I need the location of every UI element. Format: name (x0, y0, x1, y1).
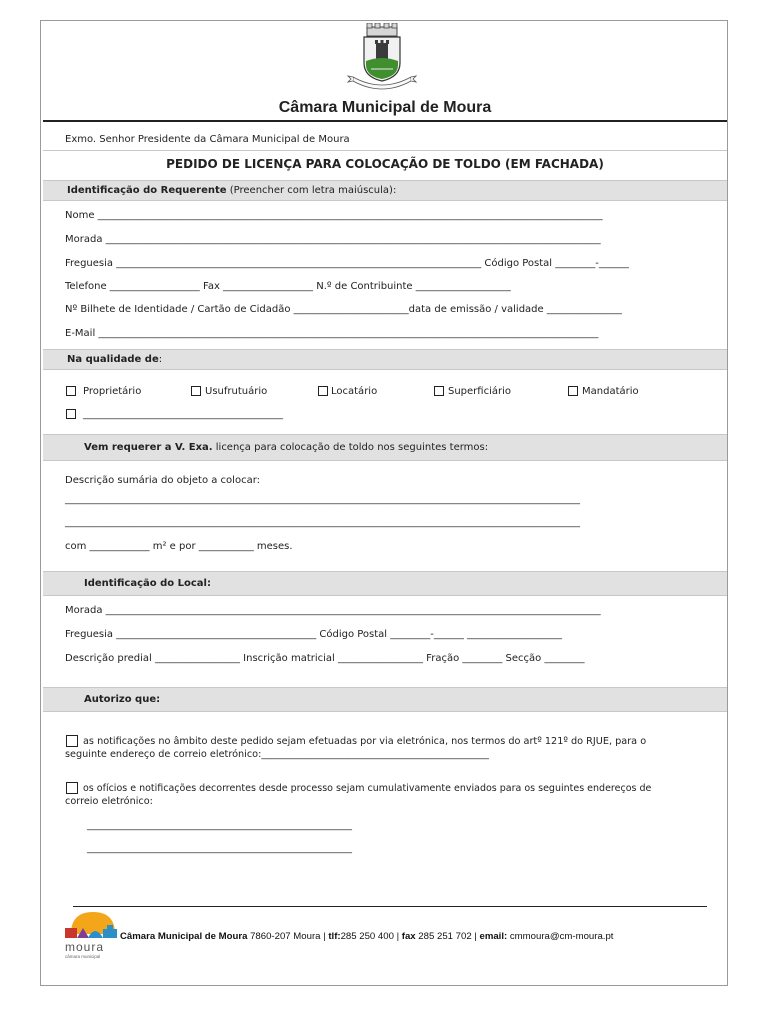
autorizo-item2-line2: correio eletrónico: (65, 796, 153, 807)
field-nome[interactable]: Nome _____________________________________________________________________________________________________ (65, 210, 603, 221)
field-morada[interactable]: Morada ___________________________________________________________________________________________________ (65, 234, 601, 245)
field-local-predial[interactable]: Descrição predial _________________ Inscrição matricial _________________ Fração ________ Secção ________ (65, 653, 585, 664)
checkbox-usufrutuario[interactable] (191, 386, 201, 396)
section-autorizo (43, 687, 727, 712)
local-heading: Identificação do Local: (84, 578, 211, 589)
addressee-line: Exmo. Senhor Presidente da Câmara Municipal de Moura (65, 134, 350, 145)
autorizo-heading: Autorizo que: (84, 694, 161, 705)
field-telefone[interactable]: Telefone __________________ Fax __________________ N.º de Contribuinte ___________________ (65, 281, 511, 292)
footer-org: Câmara Municipal de Moura (120, 931, 248, 942)
checkbox-locatario[interactable] (318, 386, 328, 396)
field-dimensoes[interactable]: com ____________ m² e por ___________ meses. (65, 541, 293, 552)
institution-title: Câmara Municipal de Moura (278, 99, 492, 116)
option-proprietario: Proprietário (83, 386, 142, 397)
requerente-heading-note: (Preencher com letra maiúscula): (226, 185, 397, 196)
checkbox-mandatario[interactable] (568, 386, 578, 396)
footer-rule (73, 906, 707, 907)
field-descricao-line-2[interactable]: _______________________________________________________________________________________________________ (65, 517, 580, 528)
section-requer: Vem requerer a V. Exa. licença para colocação de toldo nos seguintes termos: (43, 434, 727, 461)
qualidade-heading: Na qualidade de (67, 354, 159, 365)
section-local (43, 571, 727, 596)
checkbox-proprietario[interactable] (66, 386, 76, 396)
checkbox-oficios-cumulativos[interactable] (66, 782, 78, 794)
moura-logo (63, 910, 123, 962)
footer-phone: 285 250 400 | (340, 931, 402, 942)
title-rule-top (43, 150, 727, 151)
field-local-freguesia[interactable]: Freguesia ________________________________________ Código Postal ________-______ ___________________ (65, 629, 563, 640)
municipal-crest (347, 23, 417, 91)
option-mandatario: Mandatário (582, 386, 639, 397)
autorizo-item2-line1: os ofícios e notificações decorrentes desde processo sejam cumulativamente enviados para os seguintes endereços de (83, 783, 652, 794)
logo-subtitle: câmara municipal (65, 954, 101, 959)
footer-email[interactable]: cmmoura@cm-moura.pt (507, 931, 614, 942)
form-page (40, 20, 728, 986)
form-title: PEDIDO DE LICENÇA PARA COLOCAÇÃO DE TOLDO (EM FACHADA) (166, 157, 604, 171)
requerente-heading: Identificação do Requerente (67, 185, 227, 196)
requer-heading: Vem requerer a V. Exa. (84, 442, 213, 453)
field-email[interactable]: E-Mail ____________________________________________________________________________________________________ (65, 328, 599, 339)
field-descricao-line-1[interactable]: _______________________________________________________________________________________________________ (65, 494, 580, 505)
option-superficiario: Superficiário (448, 386, 512, 397)
option-locatario: Locatário (331, 386, 378, 397)
footer-fax: 285 251 702 | (415, 931, 480, 942)
descricao-label: Descrição sumária do objeto a colocar: (65, 475, 260, 486)
field-local-morada[interactable]: Morada ___________________________________________________________________________________________________ (65, 605, 601, 616)
section-requerente (43, 180, 727, 201)
footer-contacts: Câmara Municipal de Moura 7860-207 Moura | tlf:285 250 400 | fax 285 251 702 | email: cmmoura@cm-moura.pt (120, 931, 614, 942)
logo-word: moura (65, 940, 105, 954)
checkbox-notificacoes-eletronicas[interactable] (66, 735, 78, 747)
option-usufrutuario: Usufrutuário (205, 386, 268, 397)
field-other-qualidade[interactable]: ________________________________________ (83, 409, 283, 420)
checkbox-other[interactable] (66, 409, 76, 419)
header-rule (43, 120, 727, 122)
autorizo-item1-line1: as notificações no âmbito deste pedido sejam efetuadas por via eletrónica, nos termos do artº 121º do RJUE, para o (83, 736, 647, 747)
section-qualidade: Na qualidade de: (43, 349, 727, 370)
field-email-extra-2[interactable]: _____________________________________________________ (87, 843, 352, 854)
field-bilhete-identidade[interactable]: Nº Bilhete de Identidade / Cartão de Cidadão _______________________data de emissão / validade _______________ (65, 304, 622, 315)
field-email-extra-1[interactable]: _____________________________________________________ (87, 820, 352, 831)
field-freguesia[interactable]: Freguesia _________________________________________________________________________ Código Postal ________-______ (65, 258, 629, 269)
autorizo-item1-line2[interactable]: seguinte endereço de correio eletrónico:_______________________________________________ (65, 749, 490, 760)
checkbox-superficiario[interactable] (434, 386, 444, 396)
